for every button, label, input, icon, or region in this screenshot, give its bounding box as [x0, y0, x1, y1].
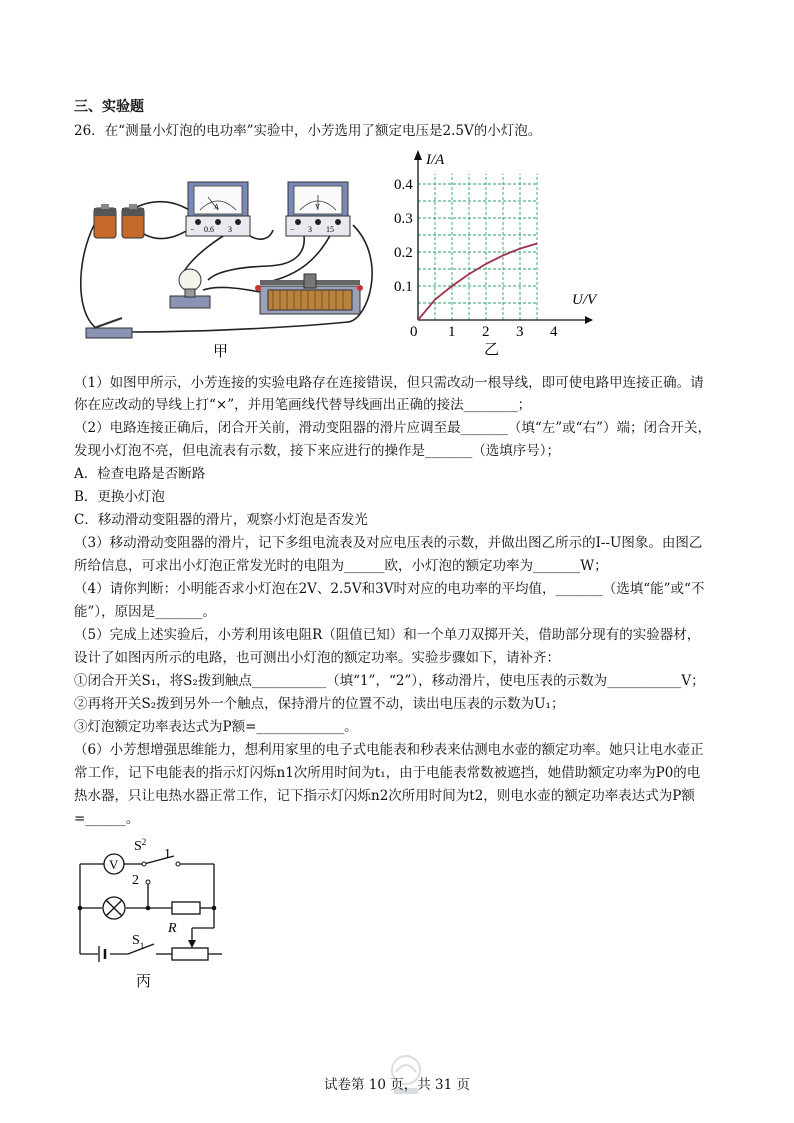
- bulb: [170, 269, 210, 308]
- bing-s2-label: $S^2$: [134, 837, 147, 854]
- q6-line-2: 常工作，记下电能表的指示灯闪烁n1次所用时间为t₁，由于电能表常数被遮挡，她借助额定功率为P0的电: [74, 765, 701, 781]
- x-axis-label: U/V: [572, 292, 597, 308]
- figure-bing-circuit: [72, 836, 232, 992]
- q4-line-1: （4）请你判断：小明能否求小灯泡在2V、2.5V和3V时对应的电功率的平均值，_______（选填“能”或“不: [74, 581, 705, 597]
- q6-line-4: =______。: [74, 811, 140, 827]
- voltmeter-terminal-neg: −: [290, 225, 295, 234]
- bing-battery: [99, 946, 105, 962]
- origin-label: 0: [410, 324, 418, 340]
- bing-bulb: [103, 897, 125, 919]
- ammeter-terminal-neg: −: [190, 225, 195, 234]
- ammeter-terminal-0.6: 0.6: [204, 225, 214, 234]
- option-a: A．检查电路是否断路: [74, 466, 206, 482]
- figure-yi-iu-graph: [394, 148, 600, 358]
- x-tick-label: 4: [550, 324, 558, 340]
- figure-yi-caption: 乙: [484, 342, 500, 358]
- iu-curve: [418, 244, 537, 321]
- page-footer: 试卷第 10 页，共 31 页: [323, 1077, 471, 1093]
- y-axis-label: I/A: [426, 152, 445, 168]
- ammeter: [186, 182, 250, 236]
- q5-step-3: ③灯泡额定功率表达式为P额=_____________。: [74, 719, 358, 735]
- q1-line-1: （1）如图甲所示，小芳连接的实验电路存在连接错误，但只需改动一根导线，即可使电路甲连接正确。请: [74, 375, 704, 391]
- q4-line-2: 能”），原因是_______。: [74, 604, 216, 620]
- y-tick-label: 0.3: [394, 211, 413, 227]
- voltmeter-terminal-3: 3: [308, 225, 312, 234]
- rheostat: [255, 274, 363, 314]
- ammeter-letter: A: [214, 203, 220, 211]
- option-b: B．更换小灯泡: [74, 489, 165, 505]
- figure-jia-caption: 甲: [213, 344, 229, 360]
- figure-jia-circuit: [68, 170, 386, 362]
- switch: [86, 318, 132, 338]
- bing-resistor: [172, 902, 200, 914]
- y-tick-label: 0.2: [394, 245, 413, 261]
- figure-bing-caption: 丙: [136, 974, 152, 990]
- q2-line-1: （2）电路连接正确后，闭合开关前，滑动变阻器的滑片应调至最_______（填“左”或“右”）端；闭合开关，: [74, 420, 711, 436]
- q5-step-2: ②再将开关S₂拨到另外一个触点，保持滑片的位置不动，读出电压表的示数为U₁；: [74, 696, 565, 712]
- bing-contact-2: 2: [132, 873, 139, 888]
- q5-line-1: （5）完成上述实验后，小芳利用该电阻R（阻值已知）和一个单刀双掷开关，借助部分现有的实验器材，: [74, 627, 701, 643]
- voltmeter-letter: V: [315, 203, 321, 211]
- bing-resistor-label: R: [168, 921, 177, 936]
- q2-line-2: 发现小灯泡不亮，但电流表有示数，接下来应进行的操作是_______（选填序号）；: [74, 443, 560, 459]
- ammeter-terminal-3: 3: [228, 225, 232, 234]
- y-tick-label: 0.4: [394, 177, 413, 193]
- q5-line-2: 设计了如图丙所示的电路，也可测出小灯泡的额定功率。实验步骤如下，请补齐：: [74, 650, 560, 666]
- y-tick-label: 0.1: [394, 279, 413, 295]
- battery-1: [94, 204, 116, 238]
- bing-s1-label: $S_1$: [132, 933, 145, 951]
- q3-line-1: （3）移动滑动变阻器的滑片，记下多组电流表及对应电压表的示数，并做出图乙所示的I--U图象。由图乙: [74, 535, 703, 551]
- x-tick-label: 2: [482, 324, 490, 340]
- bing-voltmeter: [104, 854, 124, 874]
- option-c: C．移动滑动变阻器的滑片，观察小灯泡是否发光: [74, 512, 368, 528]
- question-26-title: 26．在“测量小灯泡的电功率”实验中，小芳选用了额定电压是2.5V的小灯泡。: [74, 123, 542, 139]
- q6-line-3: 热水器，只让电热水器正常工作，记下指示灯闪烁n2次所用时间为t2，则电水壶的额定功率表达式为P额: [74, 788, 695, 804]
- battery-2: [122, 204, 144, 238]
- voltmeter-terminal-15: 15: [326, 225, 334, 234]
- svg-text:V: V: [109, 857, 119, 872]
- x-tick-label: 3: [516, 324, 524, 340]
- bing-contact-1: 1: [164, 847, 171, 862]
- q6-line-1: （6）小芳想增强思维能力，想利用家里的电子式电能表和秒表来估测电水壶的额定功率。她只让电水壶正: [74, 742, 704, 758]
- q1-line-2: 你在应改动的导线上打“×”，并用笔画线代替导线画出正确的接法________；: [74, 397, 532, 413]
- y-axis-arrow: [414, 150, 422, 160]
- q3-line-2: 所给信息，可求出小灯泡正常发光时的电阻为______欧，小灯泡的额定功率为_______W；: [74, 558, 608, 574]
- voltmeter: [286, 182, 350, 236]
- q5-step-1: ①闭合开关S₁，将S₂拨到触点___________（填“1”，“2”），移动滑片，使电压表的示数为___________V；: [74, 673, 705, 689]
- bing-rheostat: [172, 948, 208, 960]
- x-axis-arrow: [585, 316, 593, 324]
- section-heading: 三、实验题: [74, 99, 144, 115]
- x-tick-label: 1: [448, 324, 456, 340]
